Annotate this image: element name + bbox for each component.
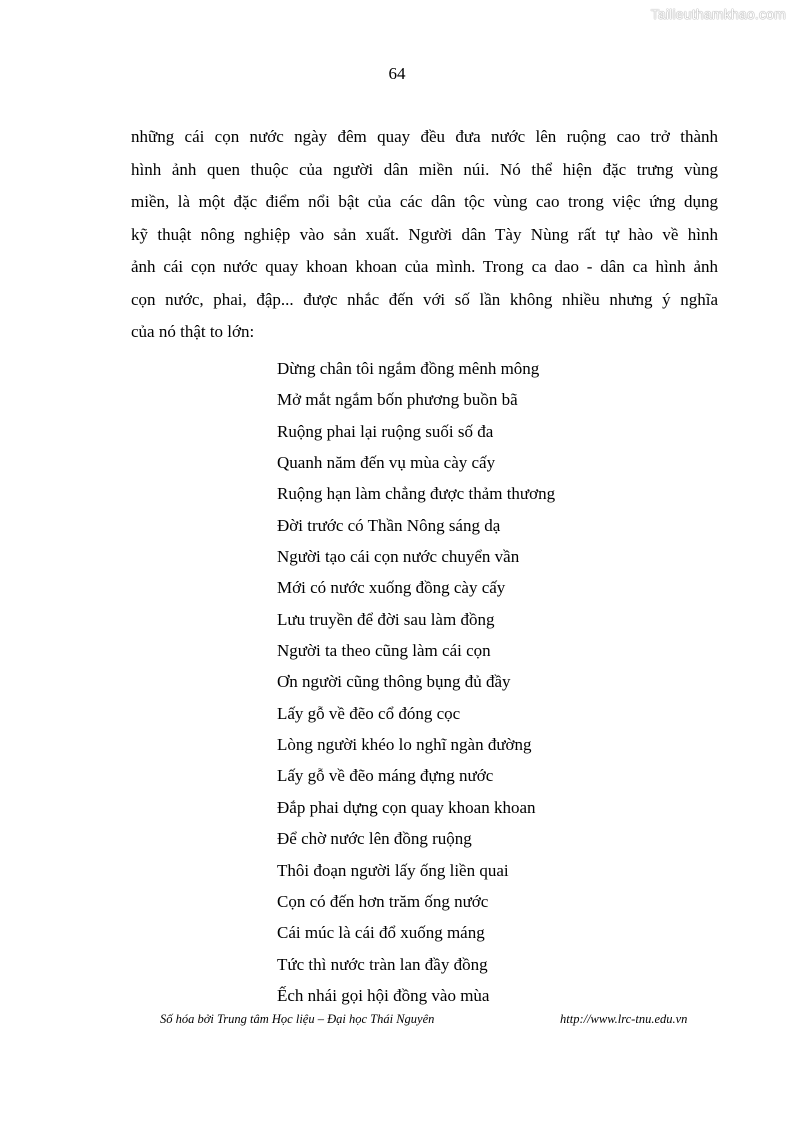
poem-line: Dừng chân tôi ngắm đồng mênh mông: [277, 359, 540, 378]
paragraph-line: của nó thật to lớn:: [131, 322, 255, 341]
paragraph-line: ảnh cái cọn nước quay khoan khoan của mình. Trong ca dao - dân ca hình ảnh: [131, 257, 718, 276]
poem-line: Lưu truyền để đời sau làm đồng: [277, 609, 495, 629]
poem-line: Lấy gỗ về đẽo máng đựng nước: [277, 766, 494, 786]
paragraph-line: cọn nước, phai, đập... được nhắc đến với số lần không nhiều nhưng ý nghĩa: [131, 289, 718, 309]
page-number: 64: [388, 64, 406, 83]
paragraph-line: miền, là một đặc điểm nổi bật của các dân tộc vùng cao trong việc ứng dụng: [131, 192, 718, 211]
poem-line: Cọn có đến hơn trăm ống nước: [277, 891, 489, 911]
body-paragraph: [131, 121, 718, 349]
poem-block: [277, 355, 555, 1013]
poem-line: Người ta theo cũng làm cái cọn: [277, 641, 491, 661]
poem-line: Ruộng phai lại ruộng suối số đa: [277, 421, 494, 441]
poem-line: Đắp phai dựng cọn quay khoan khoan: [277, 797, 536, 817]
paragraph-line: những cái cọn nước ngày đêm quay đều đưa nước lên ruộng cao trở thành: [131, 127, 718, 146]
poem-line: Người tạo cái cọn nước chuyển vần: [277, 547, 520, 567]
poem-line: Ơn người cũng thông bụng đủ đầy: [277, 672, 511, 692]
poem-line: Để chờ nước lên đồng ruộng: [277, 829, 472, 849]
poem-line: Cái múc là cái đổ xuống máng: [277, 923, 485, 943]
paragraph-line: hình ảnh quen thuộc của người dân miền núi. Nó thể hiện đặc trưng vùng: [131, 159, 718, 179]
watermark-text: Tailieuthamkhao.com: [650, 6, 786, 22]
poem-line: Ếch nhái gọi hội đồng vào mùa: [277, 985, 490, 1005]
footer-credit: Số hóa bởi Trung tâm Học liệu – Đại học Thái Nguyên: [160, 1012, 435, 1026]
poem-line: Ruộng hạn làm chẳng được thảm thương: [277, 484, 556, 504]
poem-line: Mở mắt ngắm bốn phương buồn bã: [277, 390, 518, 410]
poem-line: Thôi đoạn người lấy ống liền quai: [277, 860, 509, 880]
poem-line: Quanh năm đến vụ mùa cày cấy: [277, 453, 496, 473]
poem-line: Lòng người khéo lo nghĩ ngàn đường: [277, 735, 532, 755]
poem-line: Mới có nước xuống đồng cày cấy: [277, 578, 506, 598]
poem-line: Tức thì nước tràn lan đầy đồng: [277, 954, 488, 974]
poem-line: Lấy gỗ về đẽo cổ đóng cọc: [277, 703, 461, 723]
paragraph-line: kỹ thuật nông nghiệp vào sản xuất. Người dân Tày Nùng rất tự hào về hình: [131, 224, 718, 244]
footer-url: http://www.lrc-tnu.edu.vn: [560, 1012, 688, 1026]
poem-line: Đời trước có Thần Nông sáng dạ: [277, 515, 501, 535]
